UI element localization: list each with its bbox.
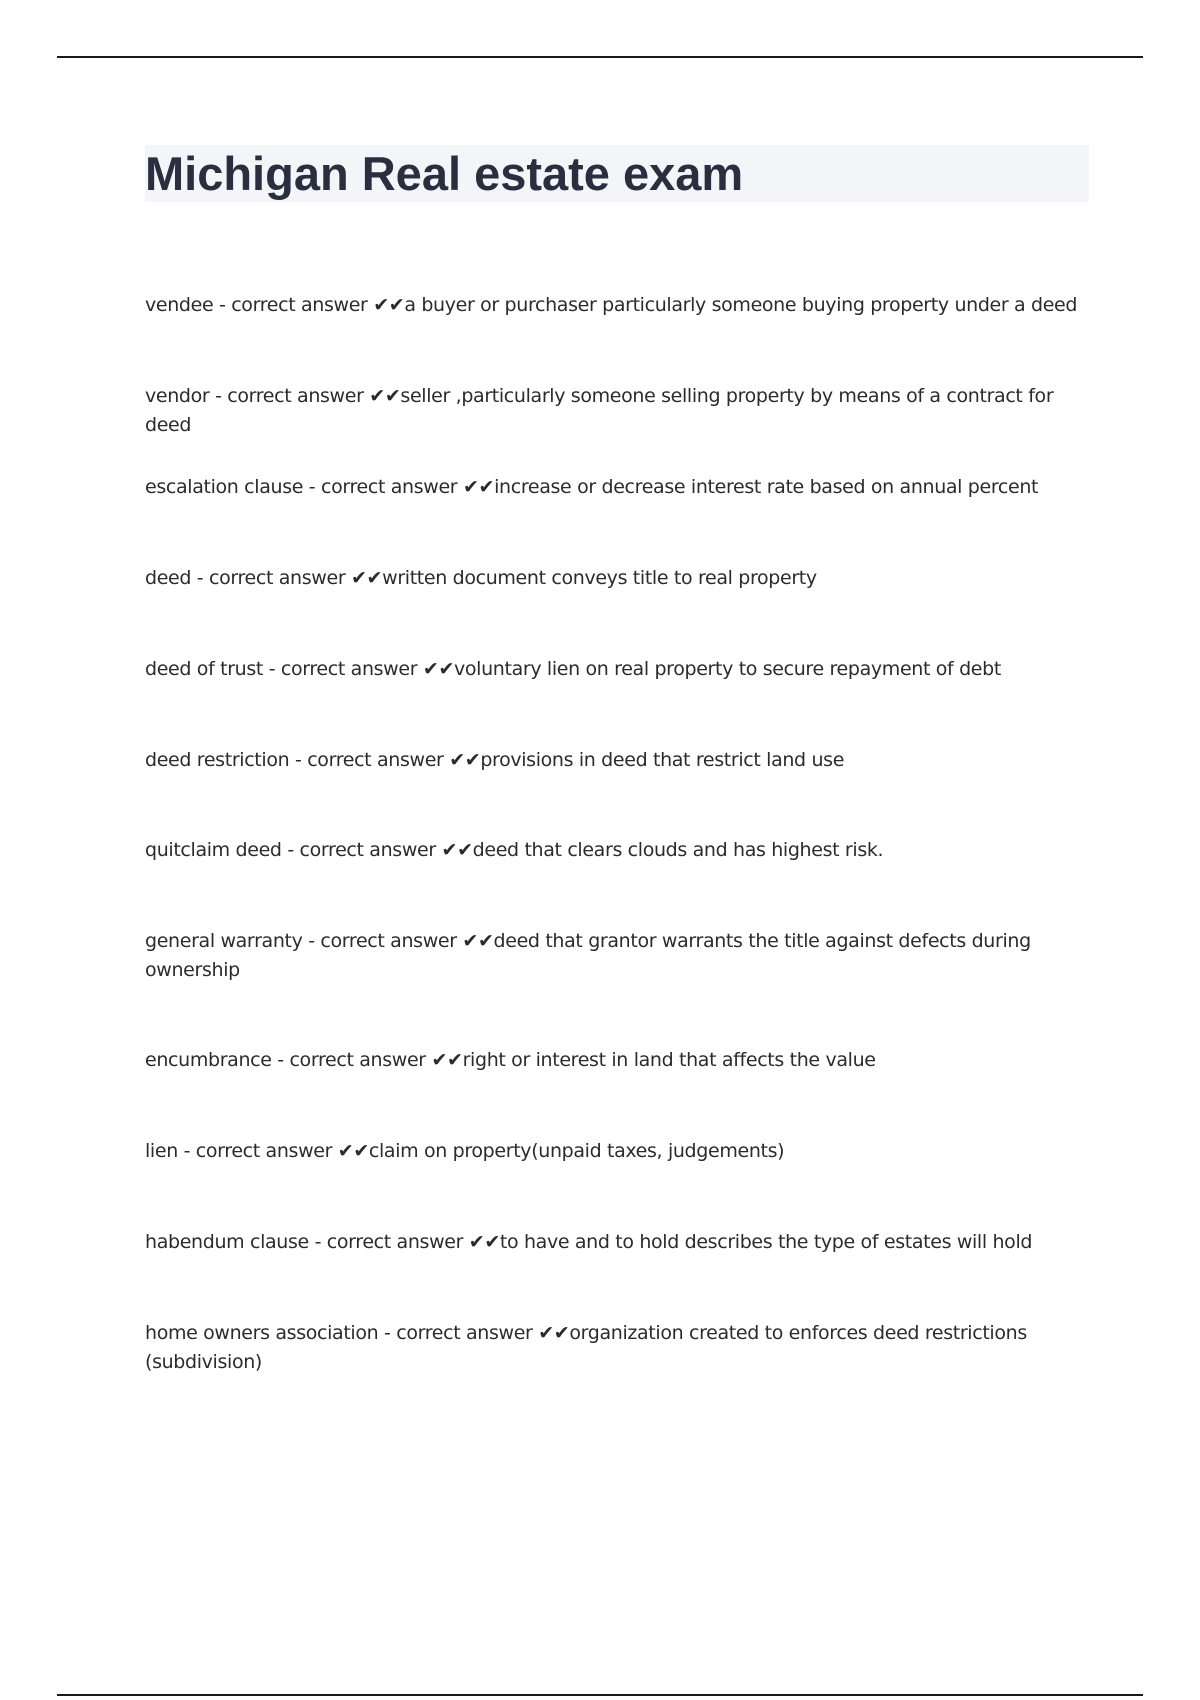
check-mark-icon: ✔✔ bbox=[422, 658, 455, 680]
entry-separator: - correct answer bbox=[271, 1049, 432, 1071]
flashcard-entry bbox=[145, 382, 1105, 440]
entry-definition: deed that clears clouds and has highest risk. bbox=[472, 839, 884, 861]
entry-term: vendee bbox=[145, 294, 214, 316]
document-title: Michigan Real estate exam bbox=[145, 147, 744, 200]
flashcard-entry bbox=[145, 291, 1105, 320]
flashcard-entry bbox=[145, 927, 1105, 985]
entry-separator: - correct answer bbox=[289, 749, 450, 771]
entry-term: deed restriction bbox=[145, 749, 290, 771]
entry-separator: - correct answer bbox=[303, 476, 463, 498]
entry-definition: deed that grantor warrants the title against defects during ownership bbox=[145, 930, 1037, 981]
entry-term: escalation clause bbox=[145, 476, 304, 498]
entry-separator: - correct answer bbox=[213, 294, 374, 316]
entry-term: lien bbox=[145, 1140, 178, 1162]
check-mark-icon: ✔✔ bbox=[337, 1140, 369, 1162]
entry-term: deed bbox=[145, 567, 192, 589]
entry-separator: - correct answer bbox=[209, 385, 370, 407]
check-mark-icon: ✔✔ bbox=[462, 476, 495, 498]
flashcard-entry bbox=[145, 1137, 1105, 1166]
entry-definition: provisions in deed that restrict land use bbox=[480, 749, 845, 771]
entry-term: general warranty bbox=[145, 930, 303, 952]
bottom-rule bbox=[57, 1694, 1143, 1696]
entry-definition: to have and to hold describes the type of estates will hold bbox=[499, 1231, 1033, 1253]
check-mark-icon: ✔✔ bbox=[441, 839, 473, 861]
check-mark-icon: ✔✔ bbox=[369, 385, 401, 407]
entry-term: habendum clause bbox=[145, 1231, 309, 1253]
entry-definition: claim on property(unpaid taxes, judgements) bbox=[368, 1140, 785, 1162]
check-mark-icon: ✔✔ bbox=[449, 749, 481, 771]
entry-definition: increase or decrease interest rate based on annual percent bbox=[494, 476, 1039, 498]
entry-definition: right or interest in land that affects the value bbox=[462, 1049, 876, 1071]
check-mark-icon: ✔✔ bbox=[373, 294, 405, 316]
check-mark-icon: ✔✔ bbox=[462, 930, 494, 952]
check-mark-icon: ✔✔ bbox=[350, 567, 383, 589]
flashcard-entry bbox=[145, 746, 1105, 775]
entry-separator: - correct answer bbox=[378, 1322, 539, 1344]
entry-separator: - correct answer bbox=[302, 930, 463, 952]
entry-separator: - correct answer bbox=[191, 567, 351, 589]
entry-definition: written document conveys title to real property bbox=[382, 567, 817, 589]
flashcard-entry bbox=[145, 564, 1105, 593]
top-rule bbox=[57, 56, 1143, 58]
entry-separator: - correct answer bbox=[263, 658, 423, 680]
entry-term: deed of trust bbox=[145, 658, 263, 680]
check-mark-icon: ✔✔ bbox=[468, 1231, 500, 1253]
entry-term: quitclaim deed bbox=[145, 839, 282, 861]
entry-separator: - correct answer bbox=[308, 1231, 469, 1253]
entry-definition: seller ,particularly someone selling property by means of a contract for deed bbox=[145, 385, 1059, 436]
flashcard-entry bbox=[145, 1046, 1105, 1075]
entry-definition: voluntary lien on real property to secure repayment of debt bbox=[454, 658, 1001, 680]
flashcard-entry bbox=[145, 655, 1105, 684]
flashcard-entry bbox=[145, 836, 1105, 865]
entry-separator: - correct answer bbox=[177, 1140, 338, 1162]
entry-term: vendor bbox=[145, 385, 210, 407]
entry-separator: - correct answer bbox=[281, 839, 442, 861]
entry-term: encumbrance bbox=[145, 1049, 272, 1071]
flashcard-entry bbox=[145, 1228, 1105, 1257]
flashcard-entry bbox=[145, 1319, 1105, 1377]
check-mark-icon: ✔✔ bbox=[538, 1322, 570, 1344]
entry-definition: organization created to enforces deed restrictions (subdivision) bbox=[145, 1322, 1033, 1373]
flashcard-entry bbox=[145, 473, 1105, 502]
entry-definition: a buyer or purchaser particularly someone buying property under a deed bbox=[404, 294, 1078, 316]
check-mark-icon: ✔✔ bbox=[431, 1049, 463, 1071]
entry-term: home owners association bbox=[145, 1322, 379, 1344]
